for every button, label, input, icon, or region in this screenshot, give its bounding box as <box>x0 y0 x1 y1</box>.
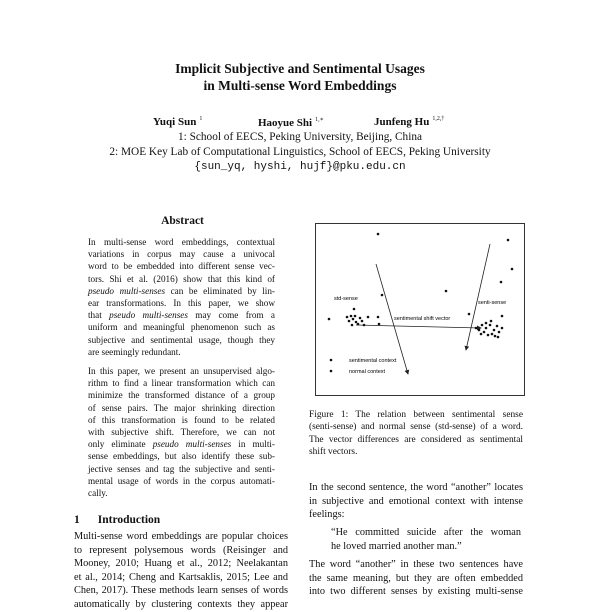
text-line: (senti-sense) and normal sense (std-sense) of a word. <box>309 422 523 433</box>
text-line: Multi-sense word embeddings are popular choices <box>74 531 288 542</box>
text-line: uniform and meaningful phenomenon such as <box>88 322 275 333</box>
figure-caption <box>309 409 523 459</box>
text-line: tors. Shi et al. (2016) show that this kind of <box>88 273 275 284</box>
text-line: into two different senses by existing multi-sense <box>309 586 523 598</box>
affiliation-1: 1: School of EECS, Peking University, Beijing, China <box>177 131 423 143</box>
text-line: “He committed suicide after the woman <box>331 527 521 538</box>
text-line: minimize the transformed distance of a group <box>88 390 275 401</box>
text-line: Chen, 2017). These methods learn senses of words <box>74 585 288 597</box>
text-line: word to be embedded into different sense vec- <box>88 261 275 272</box>
legend-normal-marker <box>330 370 333 373</box>
author-1: Yuqi Sun $^1$ <box>153 116 203 128</box>
text-line: In the second sentence, the word “another” locates <box>309 482 523 493</box>
text-span: in multi- <box>231 439 275 450</box>
column2-paragraph-1 <box>309 481 523 522</box>
text-line: to represent polysemous words (Reisinger and <box>74 544 288 556</box>
text-span: only eliminate <box>88 439 153 450</box>
text-line: cally. <box>88 488 108 499</box>
author-emails: {sun_yq, hyshi, hujf}@pku.edu.cn <box>194 161 406 173</box>
section-heading-introduction: 1 Introduction <box>74 514 161 526</box>
text-line <box>88 309 275 321</box>
paper-title-line2: in Multi-sense Word Embeddings <box>203 78 397 93</box>
author-3: Junfeng Hu $^{1,2,\dagger}$ <box>374 116 445 128</box>
text-line: automatically by clustering contexts they appear <box>74 598 288 610</box>
text-line: variations in corpus may cause a univocal <box>88 249 275 260</box>
abstract-heading: Abstract <box>161 215 204 227</box>
label-shift-vector: sentimental shift vector <box>394 316 451 322</box>
emphasis-text: pseudo multi-senses <box>109 310 188 321</box>
std-sense-points <box>328 308 381 327</box>
text-line: feelings: <box>309 509 345 521</box>
text-span: that <box>88 310 110 321</box>
text-line: are seemingly redundant. <box>88 346 181 357</box>
text-line: subjective and sentimental usage, though they <box>88 334 275 345</box>
emphasis-text: pseudo multi-senses <box>88 285 166 296</box>
abstract-paragraph-2 <box>88 365 275 499</box>
text-line: mental usage of words in the corpus automati- <box>88 475 275 486</box>
introduction-text <box>74 530 288 612</box>
text-line: in subjective and emotional context with intense <box>309 495 523 507</box>
text-line: the same meaning, but they are often embedded <box>309 572 523 584</box>
text-line: The word “another” in these two sentences have <box>309 559 523 570</box>
affiliation-2: 2: MOE Key Lab of Computational Linguistics, School of EECS, Peking University <box>109 146 491 158</box>
label-senti-sense: senti-sense <box>478 300 507 306</box>
text-line: with subjective shift. Therefore, we can not <box>88 427 275 438</box>
text-line: of this transformation is found to be related <box>88 414 275 425</box>
legend-senti-marker <box>330 359 333 362</box>
shift-vector-arrow <box>356 325 481 328</box>
figure-1 <box>315 223 525 396</box>
text-line <box>88 438 275 450</box>
abstract-paragraph-1 <box>88 236 275 358</box>
text-line: he loved married another man.” <box>331 540 462 552</box>
text-line <box>88 285 275 297</box>
paper-title-line1: Implicit Subjective and Sentimental Usages <box>175 61 425 76</box>
text-line: et al., 2014; Cheng and Kartsaklis, 2015; Lee and <box>74 571 288 583</box>
text-line: rithm to find a linear transformation which can <box>88 378 275 389</box>
senti-sense-points <box>475 320 504 339</box>
text-line: Figure 1: The relation between sentimental sense <box>309 410 523 420</box>
text-line: The vector differences are considered as sentimental <box>309 434 523 445</box>
label-std-sense: std-sense <box>334 296 358 302</box>
text-line: In this paper, we present an unsupervised algo- <box>88 366 275 376</box>
legend-senti-label: sentimental context <box>349 358 397 364</box>
figure-plot <box>316 224 524 395</box>
emphasis-text: pseudo multi-senses <box>152 439 232 450</box>
legend-normal-label: normal context <box>349 369 386 375</box>
author-2: Haoyue Shi $^{1,∗}$ <box>258 117 324 129</box>
column2-paragraph-2 <box>309 558 523 599</box>
text-line: shift vectors. <box>309 447 358 458</box>
text-line: sense embeddings, but also identify these sub- <box>88 451 275 462</box>
text-line: Mooney, 2010; Huang et al., 2012; Neelakantan <box>74 558 288 570</box>
text-line: of sense pairs. The major shrinking direction <box>88 402 275 413</box>
text-span: may come from a <box>187 310 276 321</box>
senti-sense-axis <box>466 244 490 350</box>
text-line: jective senses and tag the subjective and senti- <box>88 463 275 474</box>
text-line: In multi-sense word embeddings, contextual <box>88 237 275 247</box>
text-line: ear transformations. In this paper, we show <box>88 298 275 309</box>
example-quote <box>331 526 521 553</box>
text-span: can be eliminated by lin- <box>165 285 275 296</box>
